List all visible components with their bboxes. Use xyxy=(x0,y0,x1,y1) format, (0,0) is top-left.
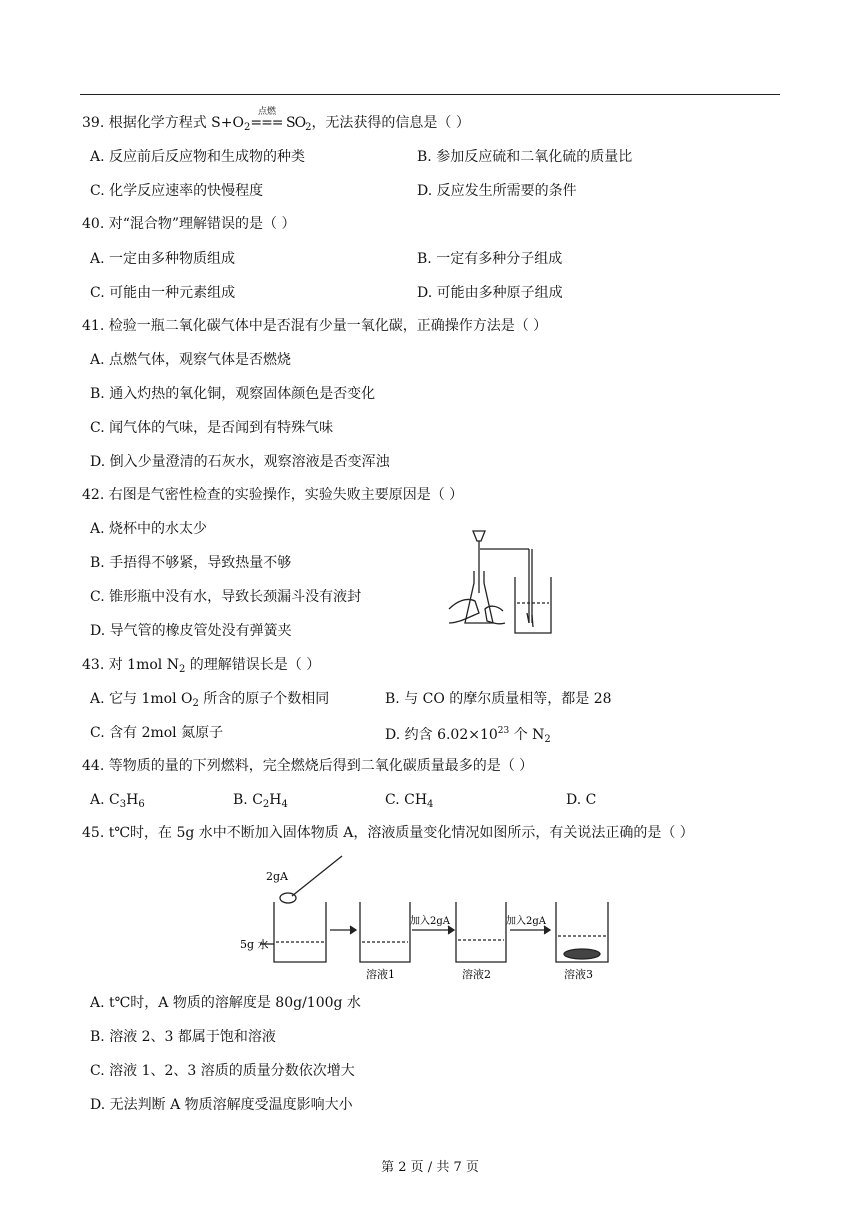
q45-option-d[interactable]: D. 无法判断 A 物质溶解度受温度影响大小 xyxy=(90,1097,353,1113)
q39-option-c[interactable]: C. 化学反应速率的快慢程度 xyxy=(90,183,264,199)
question-41-stem: 41. 检验一瓶二氧化碳气体中是否混有少量一氧化碳，正确操作方法是（ ） xyxy=(82,318,548,334)
label-add-2: 加入2gA xyxy=(506,916,546,927)
page-footer: 第 2 页 / 共 7 页 xyxy=(381,1160,479,1175)
q42-option-a[interactable]: A. 烧杯中的水太少 xyxy=(90,521,208,537)
q40-option-c[interactable]: C. 可能由一种元素组成 xyxy=(90,285,236,301)
question-44-stem: 44. 等物质的量的下列燃料，完全燃烧后得到二氧化碳质量最多的是（ ） xyxy=(82,758,534,774)
airtightness-test-figure xyxy=(445,527,565,639)
label-water: 5g 水 xyxy=(240,938,269,951)
beaker-solution-2-icon xyxy=(456,902,506,962)
beaker-solution-1-icon xyxy=(360,902,410,962)
q42-option-d[interactable]: D. 导气管的橡皮管处没有弹簧夹 xyxy=(90,623,292,639)
q41-option-c[interactable]: C. 闻气体的气味，是否闻到有特殊气味 xyxy=(90,420,334,436)
q42-option-b[interactable]: B. 手捂得不够紧，导致热量不够 xyxy=(90,555,292,571)
q44-option-a[interactable]: A. $C_3H_6$ xyxy=(90,792,145,810)
q45-option-c[interactable]: C. 溶液 1、2、3 溶质的质量分数依次增大 xyxy=(90,1063,355,1079)
dissolution-figure xyxy=(230,850,620,982)
question-43-stem: 43. 对 1mol $N_2$ 的理解错误长是（ ） xyxy=(82,657,321,675)
q41-option-b[interactable]: B. 通入灼热的氧化铜，观察固体颜色是否变化 xyxy=(90,386,376,402)
q43-option-d[interactable]: D. 约含 $6.02\times 10^{23}$ 个 $N_2$ xyxy=(385,726,551,745)
label-solution-3: 溶液3 xyxy=(564,968,593,981)
reaction-condition: 点燃 xyxy=(258,107,277,117)
q40-option-b[interactable]: B. 一定有多种分子组成 xyxy=(417,251,563,267)
label-add-1: 加入2gA xyxy=(410,916,450,927)
q39-option-d[interactable]: D. 反应发生所需要的条件 xyxy=(417,183,577,199)
question-39-stem: 39. 根据化学方程式 $S+O_2=== SO_2$，无法获得的信息是（ ） xyxy=(82,115,470,133)
label-solution-2: 溶液2 xyxy=(462,968,491,981)
question-45-stem: 45. t℃时，在 5g 水中不断加入固体物质 A，溶液质量变化情况如图所示，有关说法正确的是（ ） xyxy=(82,825,694,841)
header-rule xyxy=(80,94,780,95)
q44-option-b[interactable]: B. $C_2H_4$ xyxy=(233,792,288,810)
spoon-icon xyxy=(292,856,342,896)
q43-option-b[interactable]: B. 与 CO 的摩尔质量相等，都是 28 xyxy=(385,691,612,707)
q45-option-a[interactable]: A. t℃时，A 物质的溶解度是 80g/100g 水 xyxy=(90,995,361,1011)
beaker-water-icon xyxy=(274,902,326,962)
q39-option-a[interactable]: A. 反应前后反应物和生成物的种类 xyxy=(90,149,306,165)
q41-option-a[interactable]: A. 点燃气体，观察气体是否燃烧 xyxy=(90,352,292,368)
q45-option-b[interactable]: B. 溶液 2、3 都属于饱和溶液 xyxy=(90,1029,276,1045)
question-42-stem: 42. 右图是气密性检查的实验操作，实验失败主要原因是（ ） xyxy=(82,487,464,503)
funnel-icon xyxy=(473,531,485,541)
q40-option-a[interactable]: A. 一定由多种物质组成 xyxy=(90,251,236,267)
q42-option-c[interactable]: C. 锥形瓶中没有水，导致长颈漏斗没有液封 xyxy=(90,589,362,605)
label-2ga: 2gA xyxy=(266,870,288,883)
q43-option-a[interactable]: A. 它与 1mol $O_2$ 所含的原子个数相同 xyxy=(90,691,330,709)
q44-option-c[interactable]: C. $CH_4$ xyxy=(385,792,434,810)
label-solution-1: 溶液1 xyxy=(366,968,395,981)
hand-icon xyxy=(449,599,479,623)
q39-option-b[interactable]: B. 参加反应硫和二氧化硫的质量比 xyxy=(417,149,633,165)
q40-option-d[interactable]: D. 可能由多种原子组成 xyxy=(417,285,563,301)
question-40-stem: 40. 对“混合物”理解错误的是（ ） xyxy=(82,216,296,232)
q43-option-c[interactable]: C. 含有 2mol 氮原子 xyxy=(90,725,224,741)
q44-option-d[interactable]: D. C xyxy=(566,792,597,808)
q41-option-d[interactable]: D. 倒入少量澄清的石灰水，观察溶液是否变浑浊 xyxy=(90,454,390,470)
